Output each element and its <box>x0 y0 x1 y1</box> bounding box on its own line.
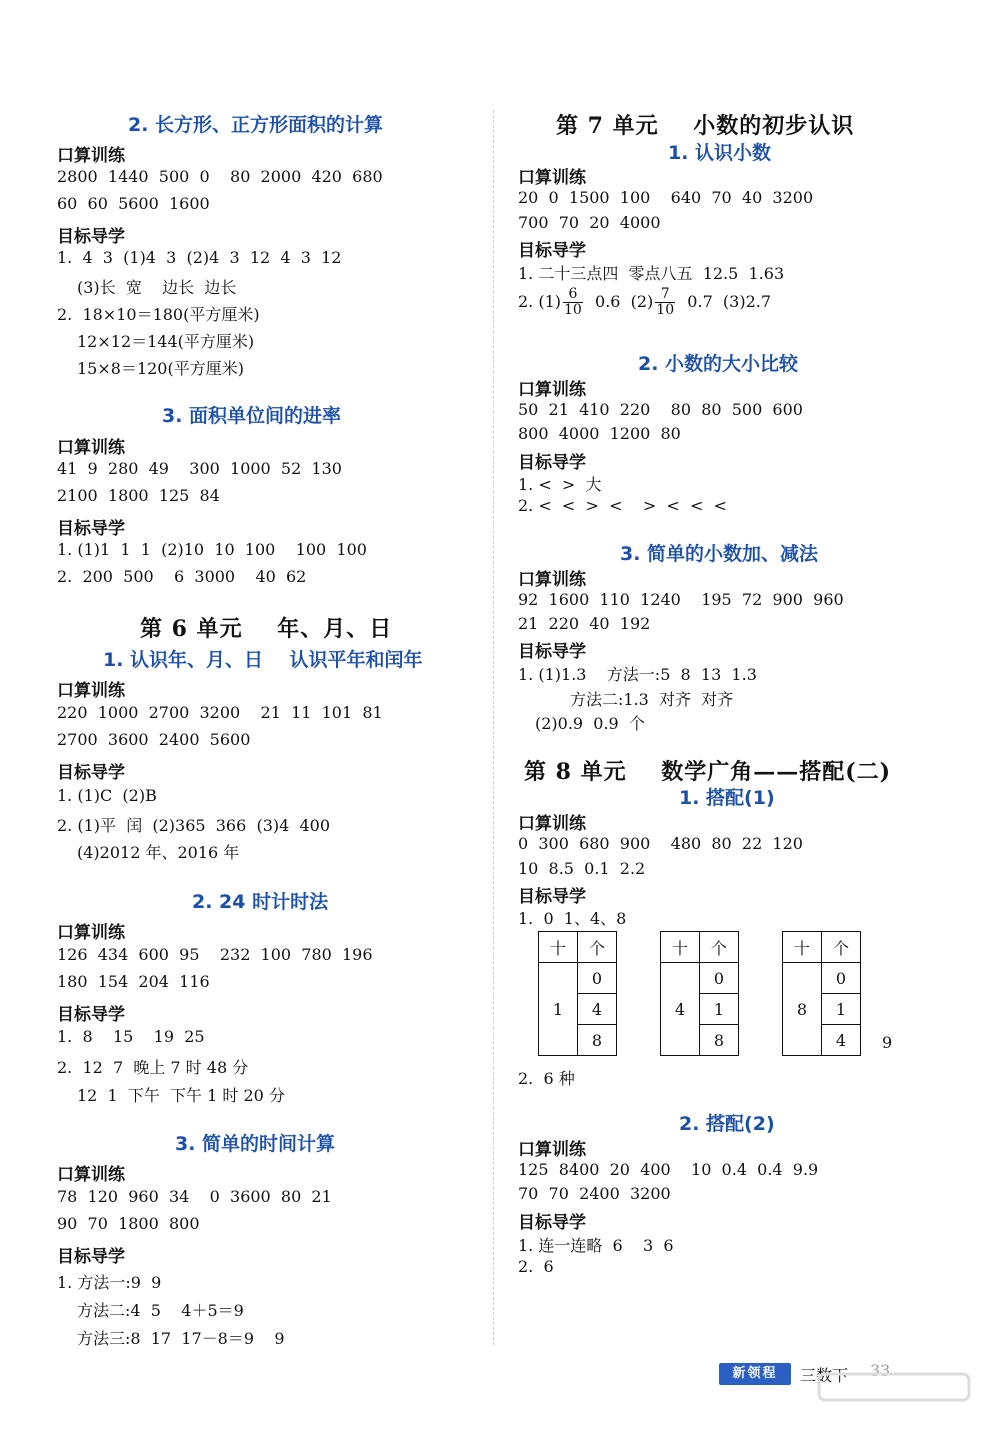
answer-line: 1. (1)1 1 1 (2)10 10 100 100 100 <box>57 540 367 559</box>
answer-line: 126 434 600 95 232 100 780 196 <box>57 945 373 964</box>
ones-cell: 0 <box>822 963 861 994</box>
goal-guide-label: 目标导学 <box>518 453 586 473</box>
unit-title-8: 第 8 单元 数学广角——搭配(二) <box>524 759 892 785</box>
answer-text: 0.6 (2) <box>584 292 654 311</box>
section-title-area-calculation: 2. 长方形、正方形面积的计算 <box>128 114 384 136</box>
answer-line: 90 70 1800 800 <box>57 1214 200 1233</box>
answer-line: 700 70 20 4000 <box>518 213 661 232</box>
section-title-matching-1: 1. 搭配(1) <box>679 787 775 809</box>
answer-line: (3)长 宽 边长 边长 <box>77 278 237 297</box>
oral-training-label: 口算训练 <box>518 168 586 188</box>
answer-line: 2. 12 7 晚上 7 时 48 分 <box>57 1058 249 1077</box>
watermark-logo <box>815 1370 995 1430</box>
answer-line: 1. 连一连略 6 3 6 <box>518 1236 674 1255</box>
table-header: 个 <box>822 932 861 963</box>
ones-cell: 8 <box>578 1025 617 1056</box>
ones-cell: 0 <box>700 963 739 994</box>
answer-line: 1. 二十三点四 零点八五 12.5 1.63 <box>518 264 785 283</box>
answer-line: 2700 3600 2400 5600 <box>57 730 251 749</box>
answer-line: 50 21 410 220 80 80 500 600 <box>518 400 803 419</box>
answer-line: 1. (1)C (2)B <box>57 786 157 805</box>
section-title-matching-2: 2. 搭配(2) <box>679 1113 775 1135</box>
oral-training-label: 口算训练 <box>57 146 125 166</box>
watermark-graphic <box>815 1370 995 1430</box>
goal-guide-label: 目标导学 <box>57 763 125 783</box>
answer-line: 1. < > 大 <box>518 475 602 494</box>
answer-line: 2. 6 <box>518 1257 554 1276</box>
answer-line: 方法二:4 5 4＋5＝9 <box>77 1301 244 1320</box>
ones-cell: 8 <box>700 1025 739 1056</box>
answer-line: 41 9 280 49 300 1000 52 130 <box>57 459 342 478</box>
table-header: 个 <box>700 932 739 963</box>
answer-line: 12 1 下午 下午 1 时 20 分 <box>77 1086 285 1105</box>
answer-line: 12×12＝144(平方厘米) <box>77 332 255 351</box>
oral-training-label: 口算训练 <box>518 380 586 400</box>
answer-line: (2)0.9 0.9 个 <box>535 714 645 733</box>
answer-line: 方法三:8 17 17－8＝9 9 <box>77 1329 285 1348</box>
fraction: $\frac{6}{10}$ <box>564 286 582 318</box>
answer-line: 0 300 680 900 480 80 22 120 <box>518 834 803 853</box>
goal-guide-label: 目标导学 <box>57 1247 125 1267</box>
subject-label: 三数下 <box>800 1366 849 1385</box>
answer-line: 2. < < > < > < < < <box>518 496 727 515</box>
goal-guide-label: 目标导学 <box>57 227 125 247</box>
place-value-table <box>538 931 617 1056</box>
goal-guide-label: 目标导学 <box>57 519 125 539</box>
answer-line-fractions <box>518 287 771 318</box>
tens-cell: 8 <box>783 963 822 1056</box>
answer-text: 2. (1) <box>518 292 562 311</box>
brand-badge: 新领程 <box>719 1363 791 1385</box>
oral-training-label: 口算训练 <box>518 570 586 590</box>
place-value-table <box>660 931 739 1056</box>
goal-guide-label: 目标导学 <box>518 642 586 662</box>
answer-line: 15×8＝120(平方厘米) <box>77 359 244 378</box>
answer-line: 1. 4 3 (1)4 3 (2)4 3 12 4 3 12 <box>57 248 342 267</box>
answer-line: 70 70 2400 3200 <box>518 1184 671 1203</box>
page-number: 33 <box>870 1361 891 1380</box>
ones-cell: 0 <box>578 963 617 994</box>
answer-text: 9 <box>882 1033 893 1052</box>
section-title-decimal-add-sub: 3. 简单的小数加、减法 <box>620 543 819 565</box>
answer-line: (4)2012 年、2016 年 <box>77 843 240 862</box>
answer-line: 180 154 204 116 <box>57 972 210 991</box>
answer-line: 1. 8 15 19 25 <box>57 1027 205 1046</box>
oral-training-label: 口算训练 <box>57 681 125 701</box>
oral-training-label: 口算训练 <box>518 1140 586 1160</box>
answer-line: 125 8400 20 400 10 0.4 0.4 9.9 <box>518 1160 819 1179</box>
unit-title-6: 第 6 单元 年、月、日 <box>140 616 393 642</box>
answer-line: 1. (1)1.3 方法一:5 8 13 1.3 <box>518 665 757 684</box>
section-title-year-month-day: 1. 认识年、月、日 认识平年和闰年 <box>103 649 423 671</box>
section-title-know-decimals: 1. 认识小数 <box>668 142 772 164</box>
unit-title-7: 第 7 单元 小数的初步认识 <box>556 113 855 139</box>
answer-line: 2800 1440 500 0 80 2000 420 680 <box>57 167 383 186</box>
answer-line: 92 1600 110 1240 195 72 900 960 <box>518 590 844 609</box>
answer-line: 220 1000 2700 3200 21 11 101 81 <box>57 703 383 722</box>
ones-cell: 4 <box>822 1025 861 1056</box>
answer-line: 2. 18×10＝180(平方厘米) <box>57 305 260 324</box>
oral-training-label: 口算训练 <box>57 1165 125 1185</box>
table-header: 个 <box>578 932 617 963</box>
ones-cell: 1 <box>822 994 861 1025</box>
column-divider <box>493 110 494 1345</box>
answer-line: 78 120 960 34 0 3600 80 21 <box>57 1187 332 1206</box>
answer-line: 800 4000 1200 80 <box>518 424 681 443</box>
answer-line: 2. 6 种 <box>518 1069 575 1088</box>
goal-guide-label: 目标导学 <box>518 1213 586 1233</box>
goal-guide-label: 目标导学 <box>518 887 586 907</box>
oral-training-label: 口算训练 <box>57 438 125 458</box>
oral-training-label: 口算训练 <box>57 923 125 943</box>
goal-guide-label: 目标导学 <box>518 241 586 261</box>
section-title-area-units: 3. 面积单位间的进率 <box>162 405 342 427</box>
answer-line: 1. 方法一:9 9 <box>57 1273 162 1292</box>
ones-cell: 4 <box>578 994 617 1025</box>
answer-line: 1. 0 1、4、8 <box>518 909 627 928</box>
table-header: 十 <box>539 932 578 963</box>
answer-line: 21 220 40 192 <box>518 614 651 633</box>
answer-line: 20 0 1500 100 640 70 40 3200 <box>518 188 814 207</box>
tens-cell: 1 <box>539 963 578 1056</box>
answer-line: 2100 1800 125 84 <box>57 486 220 505</box>
table-header: 十 <box>661 932 700 963</box>
tens-cell: 4 <box>661 963 700 1056</box>
place-value-table <box>782 931 861 1056</box>
fraction: $\frac{7}{10}$ <box>656 286 675 318</box>
table-header: 十 <box>783 932 822 963</box>
answer-line: 方法二:1.3 对齐 对齐 <box>570 690 734 709</box>
section-title-24h-clock: 2. 24 时计时法 <box>192 891 329 913</box>
answer-line: 10 8.5 0.1 2.2 <box>518 859 646 878</box>
section-title-compare-decimals: 2. 小数的大小比较 <box>638 353 799 375</box>
goal-guide-label: 目标导学 <box>57 1005 125 1025</box>
answer-line: 2. 200 500 6 3000 40 62 <box>57 567 307 586</box>
answer-line: 2. (1)平 闰 (2)365 366 (3)4 400 <box>57 816 331 835</box>
oral-training-label: 口算训练 <box>518 814 586 834</box>
section-title-time-calc: 3. 简单的时间计算 <box>175 1133 336 1155</box>
ones-cell: 1 <box>700 994 739 1025</box>
answer-line: 60 60 5600 1600 <box>57 194 210 213</box>
answer-text: 0.7 (3)2.7 <box>677 292 772 311</box>
